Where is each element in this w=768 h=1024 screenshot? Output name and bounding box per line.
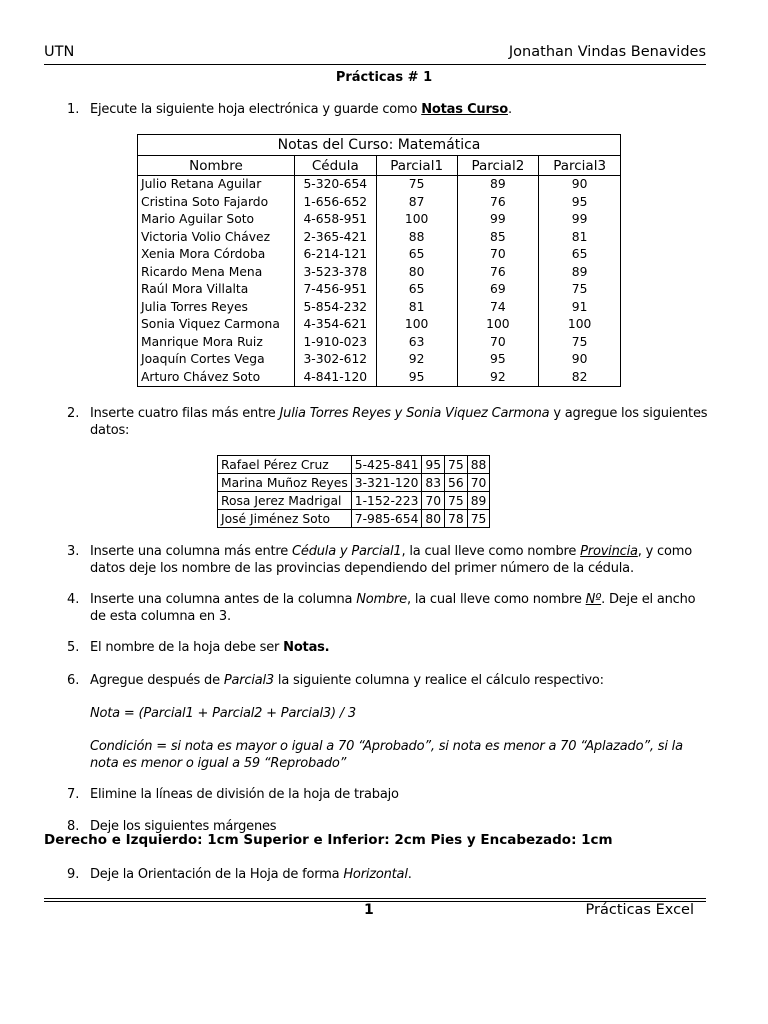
- table-cell: 1-152-223: [351, 492, 422, 510]
- table-cell: 88: [376, 229, 457, 247]
- table-cell: Marina Muñoz Reyes: [218, 474, 352, 492]
- table-cell: 80: [422, 510, 445, 528]
- new-rows-table: [217, 455, 490, 528]
- item-emphasis: Horizontal: [343, 867, 408, 882]
- table-row: [138, 334, 621, 352]
- footer-rule: [44, 898, 706, 899]
- column-header: Parcial3: [539, 156, 621, 176]
- item-emphasis: Cédula y Parcial1: [292, 544, 402, 559]
- table-cell: 78: [445, 510, 468, 528]
- table-cell: 5-854-232: [294, 299, 376, 317]
- column-header: Cédula: [294, 156, 376, 176]
- table-cell: 92: [457, 369, 539, 387]
- table-row: [138, 264, 621, 282]
- table-cell: 87: [376, 194, 457, 212]
- column-header: Parcial1: [376, 156, 457, 176]
- table-row: [138, 176, 621, 194]
- margins-spec: Derecho e Izquierdo: 1cm Superior e Inferior: 2cm Pies y Encabezado: 1cm: [44, 832, 613, 848]
- table-cell: 7-456-951: [294, 281, 376, 299]
- table-cell: 65: [376, 281, 457, 299]
- table-cell: 99: [539, 211, 621, 229]
- item-text: Deje la Orientación de la Hoja de forma: [90, 867, 344, 882]
- table-cell: 95: [422, 456, 445, 474]
- table-cell: 4-658-951: [294, 211, 376, 229]
- table-cell: Cristina Soto Fajardo: [138, 194, 295, 212]
- file-name: Notas Curso: [421, 102, 508, 117]
- item-number: 3.: [67, 544, 80, 559]
- table-cell: 65: [539, 246, 621, 264]
- item-text: Ejecute la siguiente hoja electrónica y guarde como: [90, 102, 422, 117]
- table-cell: 95: [539, 194, 621, 212]
- table-cell: Joaquín Cortes Vega: [138, 351, 295, 369]
- table-cell: 70: [467, 474, 490, 492]
- table-cell: 80: [376, 264, 457, 282]
- sheet-name: Notas.: [283, 640, 330, 655]
- table-cell: 5-320-654: [294, 176, 376, 194]
- footer-title: Prácticas Excel: [585, 902, 694, 918]
- item-number: 7.: [67, 787, 80, 802]
- table-row: [138, 281, 621, 299]
- table-row: [138, 229, 621, 247]
- item-text: Agregue después de: [90, 673, 224, 688]
- table-cell: 83: [422, 474, 445, 492]
- item-number: 9.: [67, 867, 80, 882]
- table-cell: 70: [457, 246, 539, 264]
- table-cell: 2-365-421: [294, 229, 376, 247]
- table-row: [218, 456, 490, 474]
- table-cell: 6-214-121: [294, 246, 376, 264]
- table-cell: 63: [376, 334, 457, 352]
- table-cell: José Jiménez Soto: [218, 510, 352, 528]
- table-cell: Raúl Mora Villalta: [138, 281, 295, 299]
- table-cell: 75: [445, 456, 468, 474]
- table-row: [138, 194, 621, 212]
- table-cell: 89: [539, 264, 621, 282]
- table-row: [218, 474, 490, 492]
- item-text-end: , y como datos deje los nombre de las provincias dependiendo del primer número de la cédula.: [90, 544, 692, 576]
- table-row: [138, 246, 621, 264]
- item-text-mid: , la cual lleve como nombre: [401, 544, 581, 559]
- column-name: Nº: [585, 592, 602, 607]
- item-text-end: y agregue los siguientes datos:: [90, 406, 708, 438]
- table-cell: 76: [457, 194, 539, 212]
- table-cell: Ricardo Mena Mena: [138, 264, 295, 282]
- table-title: Notas del Curso: Matemática: [137, 134, 621, 155]
- table-cell: 3-523-378: [294, 264, 376, 282]
- table-cell: 3-321-120: [351, 474, 422, 492]
- table-cell: 95: [376, 369, 457, 387]
- table-row: [138, 369, 621, 387]
- item-emphasis: Julia Torres Reyes y Sonia Viquez Carmona: [279, 406, 550, 421]
- table-cell: 5-425-841: [351, 456, 422, 474]
- table-cell: Xenia Mora Córdoba: [138, 246, 295, 264]
- item-number: 6.: [67, 673, 80, 688]
- column-header: Parcial2: [457, 156, 539, 176]
- item-text-end: .: [507, 102, 512, 117]
- item-text-end: la siguiente columna y realice el cálculo respectivo:: [274, 673, 604, 688]
- table-cell: 76: [457, 264, 539, 282]
- header-right: Jonathan Vindas Benavides: [508, 44, 706, 60]
- table-cell: 56: [445, 474, 468, 492]
- table-row: [218, 492, 490, 510]
- table-cell: Julia Torres Reyes: [138, 299, 295, 317]
- table-cell: 88: [467, 456, 490, 474]
- table-cell: 81: [376, 299, 457, 317]
- table-cell: Victoria Volio Chávez: [138, 229, 295, 247]
- table-cell: 65: [376, 246, 457, 264]
- table-cell: Julio Retana Aguilar: [138, 176, 295, 194]
- table-cell: 75: [539, 281, 621, 299]
- table-cell: 100: [376, 211, 457, 229]
- item-number: 2.: [67, 406, 80, 421]
- table-cell: Rosa Jerez Madrigal: [218, 492, 352, 510]
- column-name: Provincia: [580, 544, 638, 559]
- condition-text: Condición = si nota es mayor o igual a 70 “Aprobado”, si nota es menor a 70 “Aplazado”, si la nota es menor o igual a 59 “Reprobado”: [90, 739, 683, 771]
- header-rule: [44, 64, 706, 65]
- table-cell: 7-985-654: [351, 510, 422, 528]
- item-text-end: . Deje el ancho de esta columna en 3.: [90, 592, 696, 624]
- table-row: [138, 299, 621, 317]
- table-cell: Sonia Viquez Carmona: [138, 316, 295, 334]
- formula-text: Nota = (Parcial1 + Parcial2 + Parcial3) / 3: [90, 706, 356, 721]
- table-cell: 89: [457, 176, 539, 194]
- table-cell: 70: [422, 492, 445, 510]
- item-number: 1.: [67, 102, 80, 117]
- item-emphasis: Nombre: [356, 592, 407, 607]
- page-number: 1: [364, 902, 374, 918]
- table-cell: 69: [457, 281, 539, 299]
- table-cell: 70: [457, 334, 539, 352]
- table-cell: Mario Aguilar Soto: [138, 211, 295, 229]
- table-cell: Rafael Pérez Cruz: [218, 456, 352, 474]
- table-cell: 75: [376, 176, 457, 194]
- table-cell: 82: [539, 369, 621, 387]
- table-cell: 1-910-023: [294, 334, 376, 352]
- column-header: Nombre: [138, 156, 295, 176]
- item-text: El nombre de la hoja debe ser: [90, 640, 284, 655]
- item-text: Inserte una columna antes de la columna: [90, 592, 357, 607]
- item-emphasis: Parcial3: [223, 673, 274, 688]
- item-text: Elimine la líneas de división de la hoja de trabajo: [90, 787, 399, 802]
- table-cell: 90: [539, 176, 621, 194]
- item-number: 4.: [67, 592, 80, 607]
- item-text-end: .: [407, 867, 412, 882]
- table-cell: 100: [539, 316, 621, 334]
- table-cell: 75: [539, 334, 621, 352]
- item-text: Deje los siguientes márgenes: [90, 819, 277, 834]
- table-cell: 100: [376, 316, 457, 334]
- table-header-row: [138, 156, 621, 176]
- table-cell: 99: [457, 211, 539, 229]
- table-row: [138, 351, 621, 369]
- grades-table: [137, 134, 621, 387]
- table-cell: 4-354-621: [294, 316, 376, 334]
- table-cell: Arturo Chávez Soto: [138, 369, 295, 387]
- item-text: Inserte cuatro filas más entre: [90, 406, 280, 421]
- table-row: [138, 316, 621, 334]
- table-row: [138, 211, 621, 229]
- table-row: [218, 510, 490, 528]
- header-left: UTN: [44, 44, 75, 60]
- table-cell: 91: [539, 299, 621, 317]
- table-cell: 3-302-612: [294, 351, 376, 369]
- item-text-mid: , la cual lleve como nombre: [406, 592, 586, 607]
- table-cell: 1-656-652: [294, 194, 376, 212]
- item-text: Inserte una columna más entre: [90, 544, 293, 559]
- table-cell: 100: [457, 316, 539, 334]
- table-cell: 75: [445, 492, 468, 510]
- page-title: Prácticas # 1: [335, 70, 433, 85]
- table-cell: 92: [376, 351, 457, 369]
- table-cell: 90: [539, 351, 621, 369]
- table-cell: 81: [539, 229, 621, 247]
- table-cell: 95: [457, 351, 539, 369]
- table-cell: Manrique Mora Ruiz: [138, 334, 295, 352]
- table-cell: 89: [467, 492, 490, 510]
- table-cell: 85: [457, 229, 539, 247]
- item-number: 5.: [67, 640, 80, 655]
- item-number: 8.: [67, 819, 80, 834]
- table-cell: 75: [467, 510, 490, 528]
- table-cell: 4-841-120: [294, 369, 376, 387]
- table-cell: 74: [457, 299, 539, 317]
